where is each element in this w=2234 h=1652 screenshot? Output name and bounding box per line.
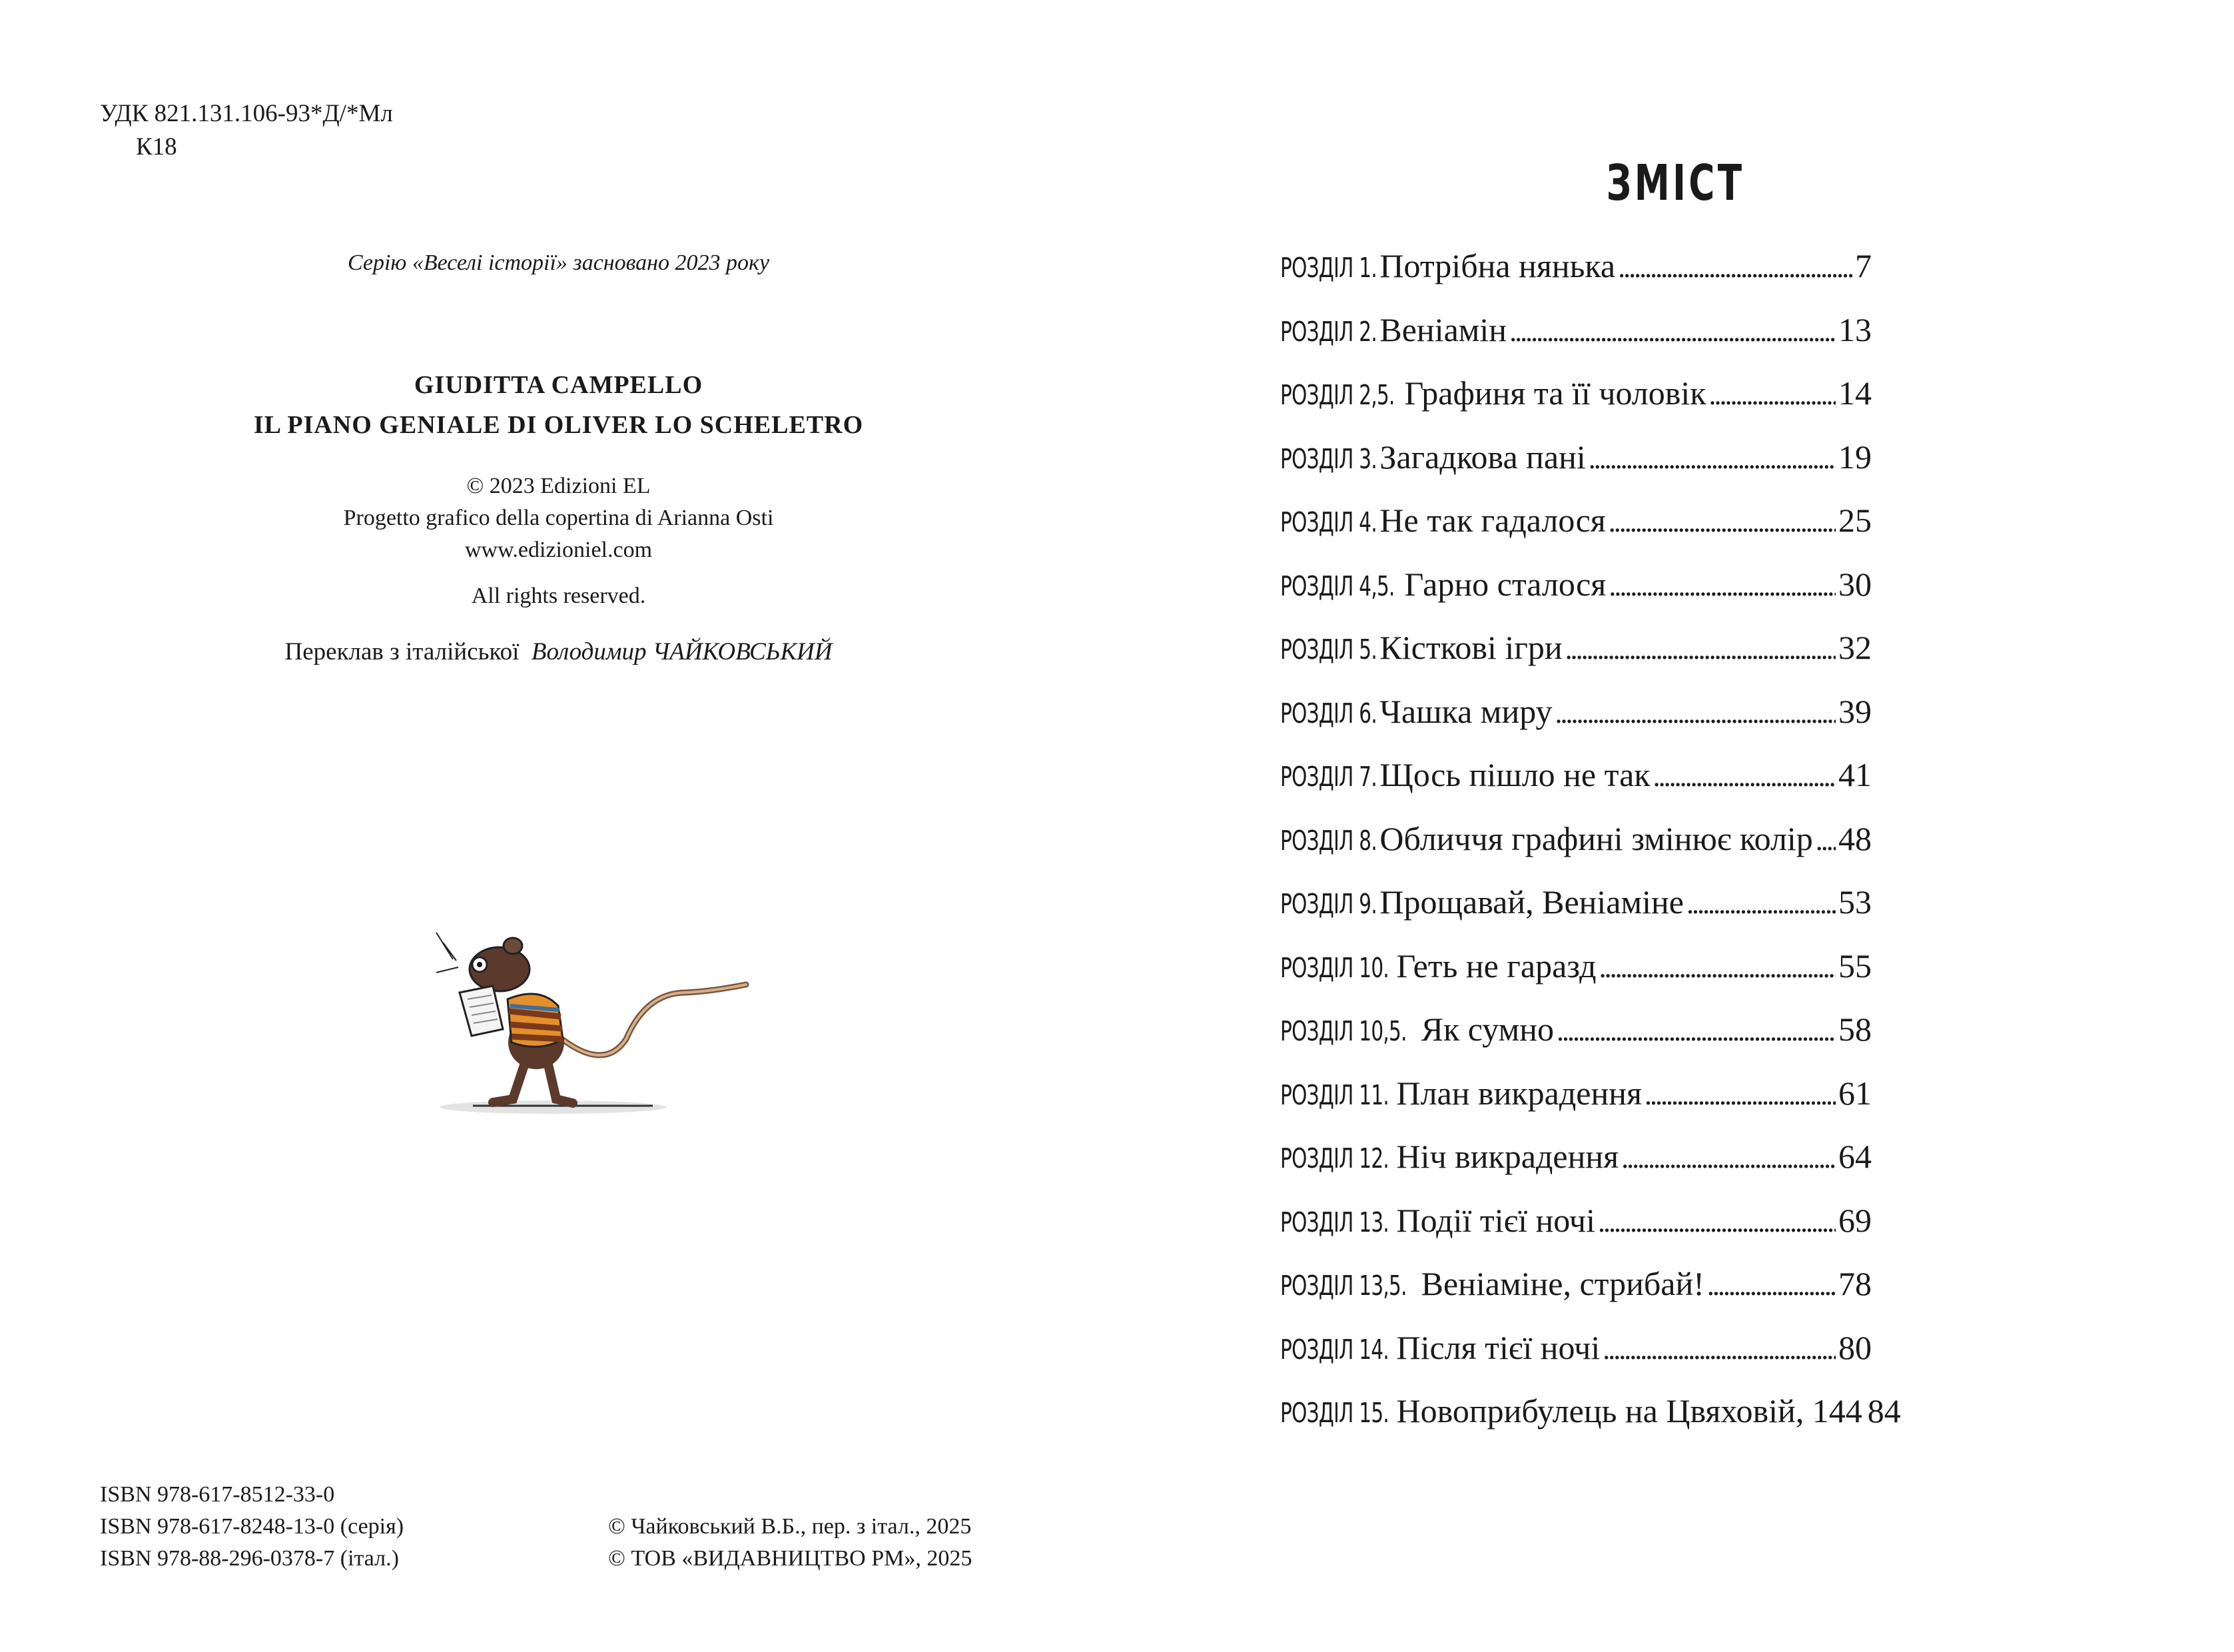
author-name: GIUDITTA CAMPELLO bbox=[414, 371, 703, 399]
dot-leader bbox=[1653, 755, 1836, 794]
chapter-label: РОЗДІЛ 1. bbox=[1280, 252, 1377, 284]
copyright-el: © 2023 Edizioni EL bbox=[466, 474, 651, 498]
dot-leader bbox=[1509, 310, 1836, 349]
toc-entry bbox=[1280, 628, 1872, 692]
page-number: 39 bbox=[1838, 692, 1872, 730]
dot-leader bbox=[1589, 438, 1836, 476]
dot-leader bbox=[1603, 1328, 1836, 1367]
translator-name: Володимир ЧАЙКОВСЬКИЙ bbox=[531, 638, 833, 665]
chapter-title: План викрадення bbox=[1396, 1074, 1642, 1112]
dot-leader bbox=[1621, 1137, 1836, 1176]
toc-entry bbox=[1280, 819, 1872, 883]
chapter-label: РОЗДІЛ 5. bbox=[1280, 633, 1377, 665]
contents-page bbox=[1117, 0, 2234, 1652]
chapter-title: Графиня та її чоловік bbox=[1404, 374, 1706, 412]
udk-block bbox=[100, 97, 393, 164]
isbn-line: ISBN 978-617-8248-13-0 (серія) bbox=[100, 1514, 404, 1539]
toc-entry bbox=[1280, 755, 1872, 819]
page-number: 61 bbox=[1838, 1074, 1872, 1112]
chapter-label: РОЗДІЛ 14. bbox=[1280, 1333, 1389, 1366]
chapter-title: Потрібна нянька bbox=[1379, 247, 1616, 284]
series-note: Серію «Веселі історії» засновано 2023 року bbox=[347, 250, 770, 275]
chapter-label: РОЗДІЛ 4. bbox=[1280, 506, 1377, 538]
original-edition-title bbox=[0, 365, 1117, 445]
translator-line bbox=[0, 637, 1117, 666]
page-number: 78 bbox=[1838, 1265, 1872, 1302]
copyright-line: © ТОВ «ВИДАВНИЦТВО РМ», 2025 bbox=[608, 1546, 972, 1571]
publisher-credits bbox=[0, 470, 1117, 566]
toc-entry bbox=[1280, 438, 1872, 502]
mouse-illustration bbox=[433, 906, 766, 1126]
toc-entry bbox=[1280, 947, 1872, 1011]
toc-entry bbox=[1280, 501, 1872, 565]
toc-entry bbox=[1280, 1201, 1872, 1265]
dot-leader bbox=[1565, 628, 1836, 667]
cover-design-credit: Progetto grafico della copertina di Arianna Osti bbox=[343, 506, 774, 530]
chapter-label: РОЗДІЛ 10,5. bbox=[1280, 1015, 1407, 1047]
chapter-label: РОЗДІЛ 9. bbox=[1280, 888, 1377, 920]
page-number: 58 bbox=[1838, 1011, 1872, 1048]
chapter-title: Геть не гаразд bbox=[1396, 947, 1597, 985]
publisher-website: www.edizioniel.com bbox=[464, 538, 653, 562]
toc-entry bbox=[1280, 883, 1872, 947]
chapter-label: РОЗДІЛ 11. bbox=[1280, 1078, 1389, 1111]
isbn-line: ISBN 978-88-296-0378-7 (італ.) bbox=[100, 1546, 399, 1571]
page-number: 19 bbox=[1838, 438, 1872, 476]
chapter-label: РОЗДІЛ 4,5. bbox=[1280, 570, 1395, 602]
chapter-label: РОЗДІЛ 13. bbox=[1280, 1206, 1389, 1238]
rights-reserved: All rights reserved. bbox=[471, 584, 646, 608]
dot-leader bbox=[1555, 692, 1836, 731]
chapter-title: Чашка миру bbox=[1379, 692, 1553, 730]
dot-leader bbox=[1557, 1010, 1836, 1048]
toc-entry bbox=[1280, 692, 1872, 756]
chapter-title: Загадкова пані bbox=[1379, 438, 1586, 476]
page-number: 30 bbox=[1838, 565, 1872, 603]
page-number: 25 bbox=[1838, 502, 1872, 539]
dot-leader bbox=[1816, 819, 1836, 858]
chapter-title: Ніч викрадення bbox=[1396, 1138, 1619, 1175]
chapter-label: РОЗДІЛ 13,5. bbox=[1280, 1270, 1407, 1302]
toc-entry bbox=[1280, 1137, 1872, 1201]
chapter-title: Веніамін bbox=[1379, 310, 1507, 348]
dot-leader bbox=[1598, 1201, 1836, 1240]
chapter-title: Новоприбулець на Цвяховій, 144 bbox=[1396, 1392, 1862, 1430]
page-number: 41 bbox=[1838, 756, 1872, 793]
chapter-label: РОЗДІЛ 15. bbox=[1280, 1397, 1389, 1429]
page-number: 48 bbox=[1838, 819, 1872, 857]
page-number: 55 bbox=[1838, 947, 1872, 985]
chapter-label: РОЗДІЛ 10. bbox=[1280, 951, 1389, 984]
dot-leader bbox=[1645, 1074, 1836, 1112]
chapter-title: Як сумно bbox=[1421, 1011, 1555, 1048]
chapter-title: Події тієї ночі bbox=[1396, 1201, 1595, 1239]
toc-entry bbox=[1280, 1392, 1901, 1455]
page-number: 13 bbox=[1838, 310, 1872, 348]
dot-leader bbox=[1709, 374, 1836, 412]
page-number: 64 bbox=[1838, 1138, 1872, 1175]
dot-leader bbox=[1599, 947, 1836, 985]
page-number: 7 bbox=[1855, 247, 1872, 284]
dot-leader bbox=[1609, 565, 1836, 604]
chapter-label: РОЗДІЛ 3. bbox=[1280, 442, 1377, 475]
chapter-label: РОЗДІЛ 6. bbox=[1280, 697, 1377, 729]
chapter-label: РОЗДІЛ 2,5. bbox=[1280, 379, 1395, 411]
page-number: 69 bbox=[1838, 1201, 1872, 1239]
toc-entry bbox=[1280, 565, 1872, 629]
page-number: 80 bbox=[1838, 1328, 1872, 1366]
toc-entry bbox=[1280, 246, 1872, 310]
chapter-title: Кісткові ігри bbox=[1379, 629, 1563, 666]
chapter-title: Обличчя графині змінює колір bbox=[1379, 819, 1813, 857]
dot-leader bbox=[1618, 246, 1852, 285]
chapter-title: Веніаміне, стрибай! bbox=[1421, 1265, 1704, 1302]
toc-entry bbox=[1280, 1264, 1872, 1328]
dot-leader bbox=[1609, 501, 1836, 540]
chapter-title: Не так гадалося bbox=[1379, 502, 1606, 539]
author-mark: К18 bbox=[136, 133, 177, 161]
toc-entry bbox=[1280, 1074, 1872, 1138]
dot-leader bbox=[1686, 883, 1836, 921]
chapter-label: РОЗДІЛ 8. bbox=[1280, 824, 1377, 857]
udk-code: УДК 821.131.106-93*Д/*Мл bbox=[100, 100, 393, 127]
chapter-label: РОЗДІЛ 7. bbox=[1280, 761, 1377, 793]
chapter-title: Прощавай, Веніаміне bbox=[1379, 883, 1684, 921]
toc-entry bbox=[1280, 1328, 1872, 1392]
contents-heading: ЗМІСТ bbox=[1606, 155, 1745, 212]
chapter-title: Щось пішло не так bbox=[1379, 756, 1651, 793]
toc-entry bbox=[1280, 1010, 1872, 1074]
translated-label: Переклав з італійської bbox=[284, 638, 520, 665]
toc-entry bbox=[1280, 310, 1872, 374]
isbn-line: ISBN 978-617-8512-33-0 bbox=[100, 1482, 335, 1507]
toc-entry bbox=[1280, 374, 1872, 438]
page-number: 14 bbox=[1838, 374, 1872, 412]
dot-leader bbox=[1707, 1264, 1836, 1303]
isbn-list bbox=[100, 1479, 404, 1575]
original-title: IL PIANO GENIALE DI OLIVER LO SCHELETRO bbox=[253, 411, 864, 439]
chapter-title: Гарно сталося bbox=[1404, 565, 1607, 603]
page-number: 53 bbox=[1838, 883, 1872, 921]
copyright-line: © Чайковський В.Б., пер. з італ., 2025 bbox=[608, 1514, 972, 1539]
chapter-label: РОЗДІЛ 2. bbox=[1280, 315, 1377, 348]
chapter-title: Після тієї ночі bbox=[1396, 1328, 1601, 1366]
copyright-notices bbox=[608, 1511, 972, 1575]
toc-list bbox=[1280, 246, 1901, 1455]
chapter-label: РОЗДІЛ 12. bbox=[1280, 1142, 1389, 1174]
page-number: 32 bbox=[1838, 629, 1872, 666]
page-number: 84 bbox=[1867, 1392, 1901, 1430]
